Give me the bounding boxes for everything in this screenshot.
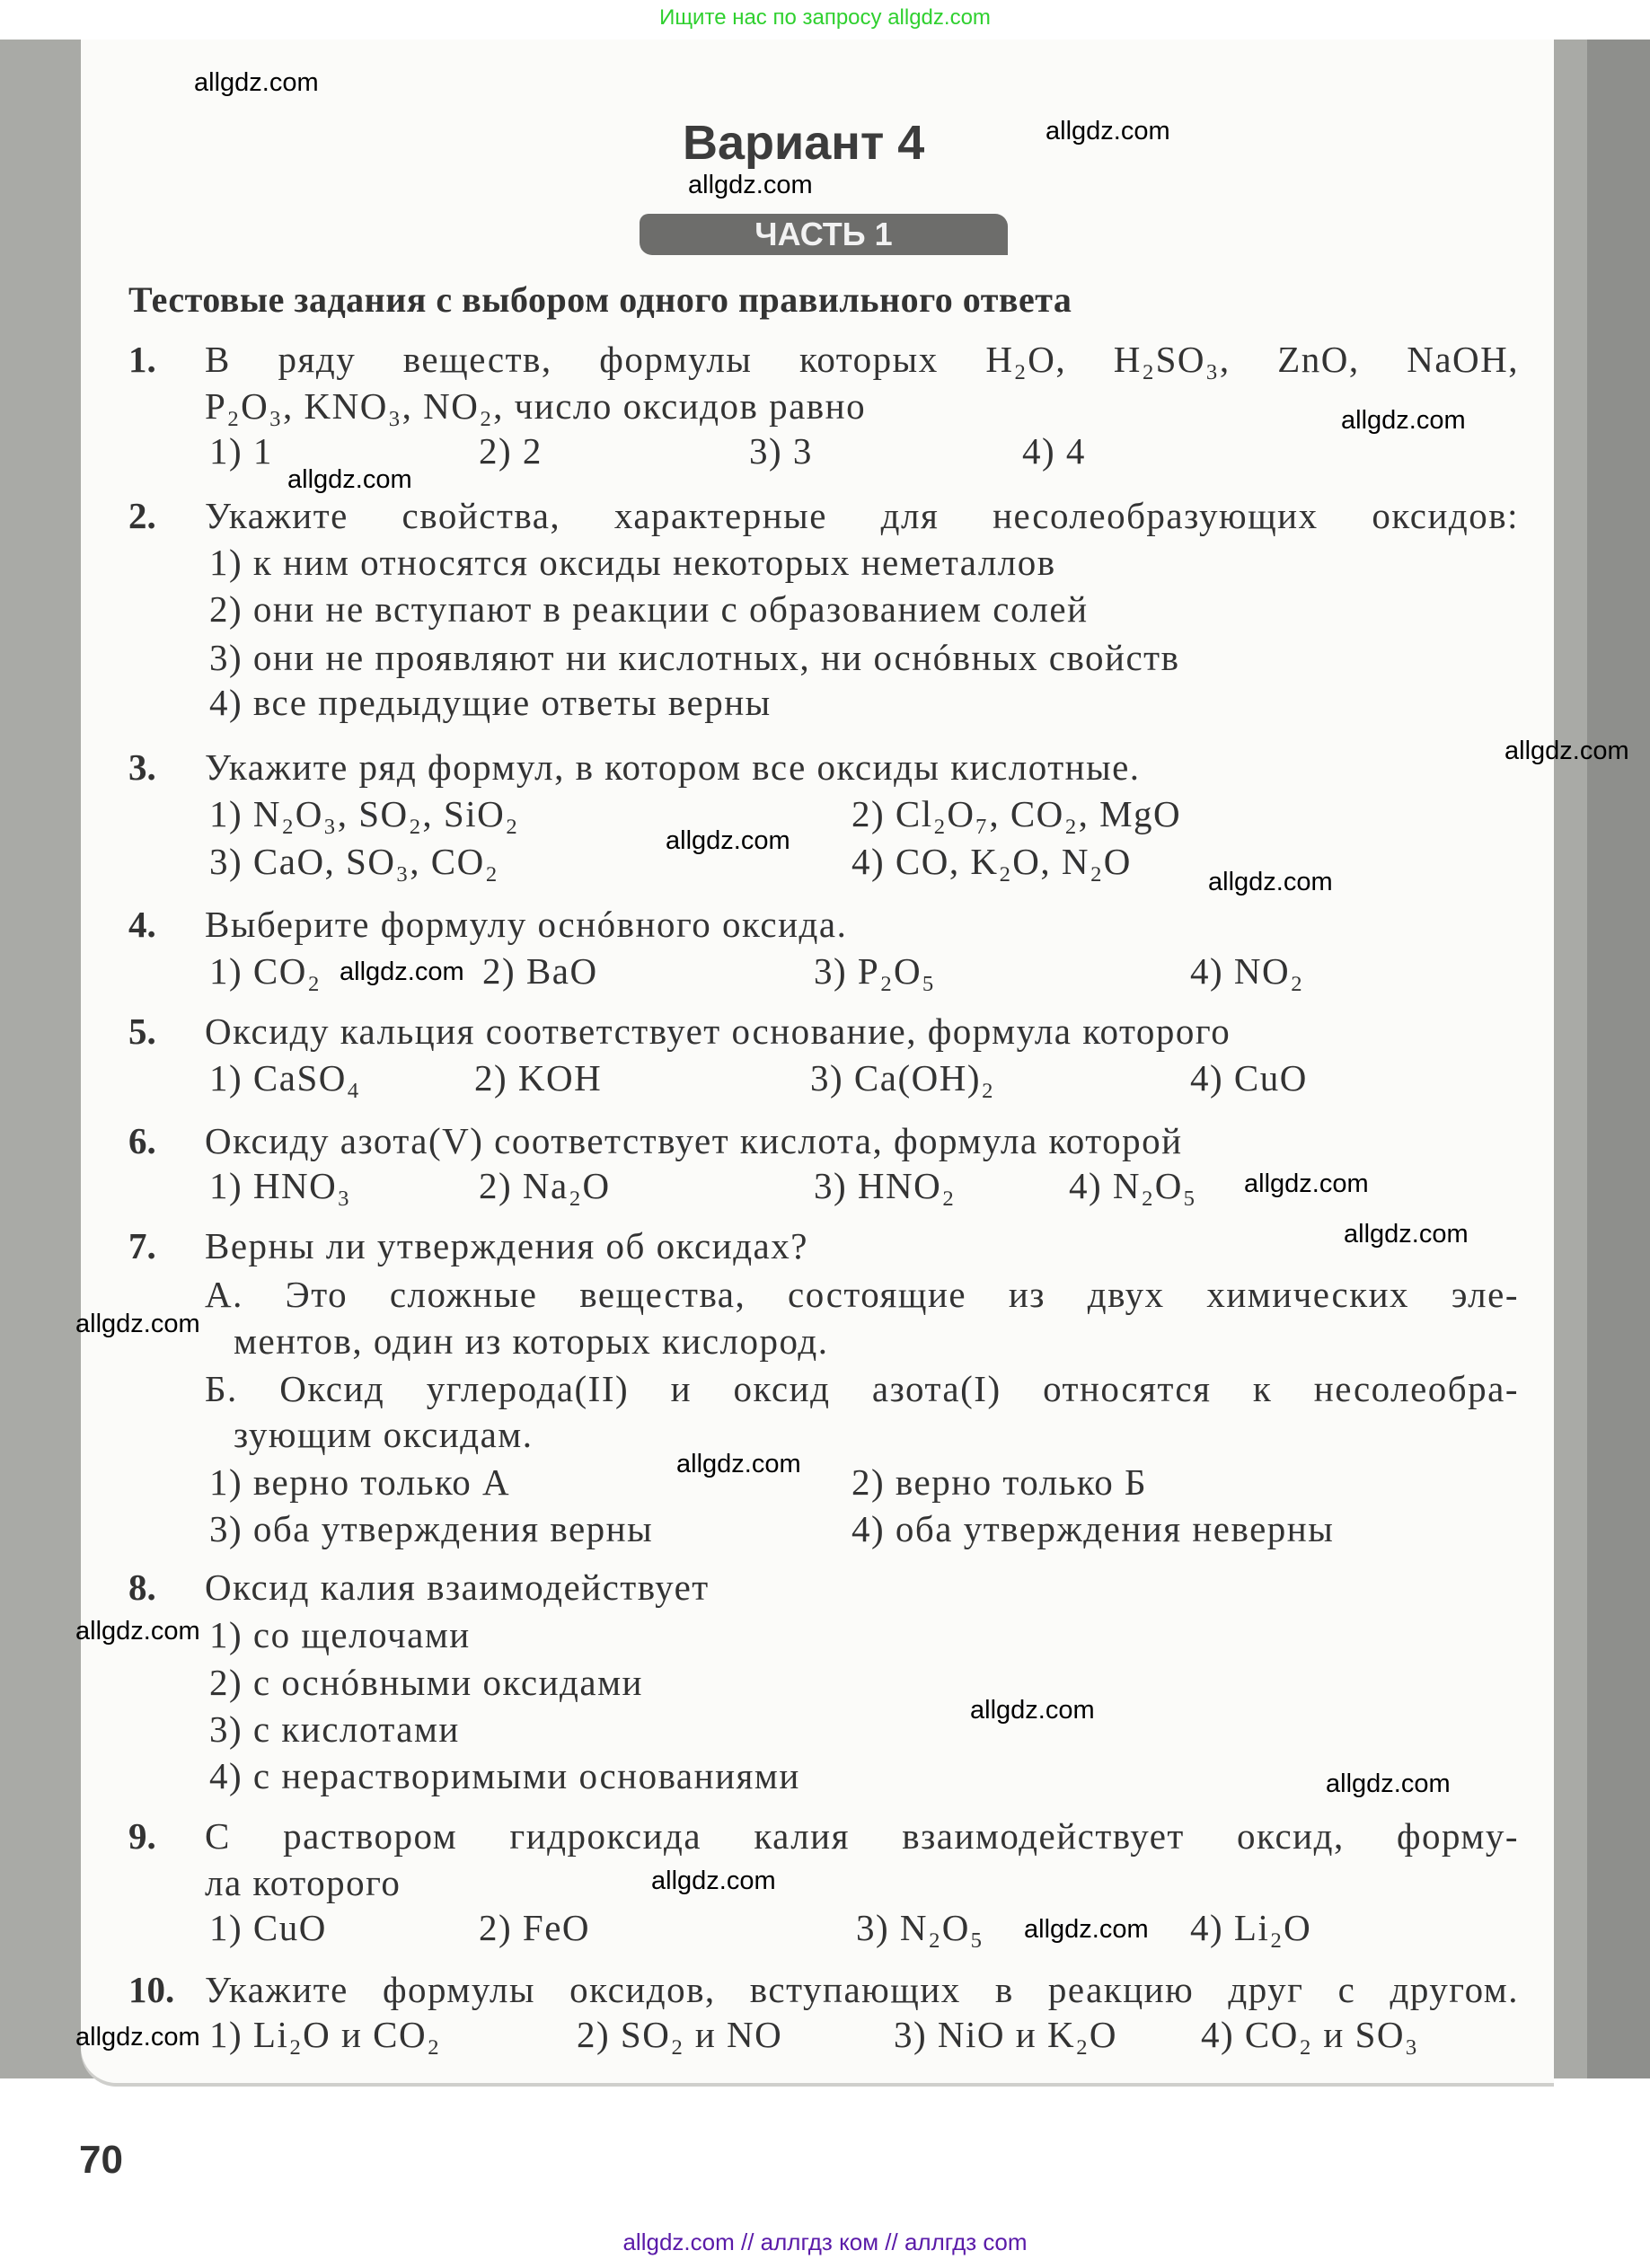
answer-option: 4) NO₂ xyxy=(1190,950,1304,992)
search-banner: Ищите нас по запросу allgdz.com xyxy=(659,5,991,30)
answer-option: 2) с оснóвными оксидами xyxy=(209,1662,643,1703)
watermark: allgdz.com xyxy=(194,68,319,97)
variant-title: Вариант 4 xyxy=(683,116,925,170)
question-number: 7. xyxy=(128,1225,156,1266)
answer-option: 4) CO₂ и SO₃ xyxy=(1201,2014,1419,2055)
answer-option: 3) HNO₂ xyxy=(814,1165,957,1206)
answer-option: 1) HNO₃ xyxy=(209,1165,352,1206)
answer-option: 2) SO₂ и NO xyxy=(577,2014,783,2055)
answer-option: 4) N₂O₅ xyxy=(1069,1165,1197,1206)
answer-option: 2) Cl₂O₇, CO₂, MgO xyxy=(851,793,1182,834)
answer-option: 1) Li₂O и CO₂ xyxy=(209,2014,441,2055)
answer-option: 4) оба утверждения неверны xyxy=(851,1508,1335,1549)
answer-option: 2) FeO xyxy=(479,1907,591,1948)
question-number: 6. xyxy=(128,1120,156,1161)
answer-option: 4) Li₂O xyxy=(1190,1907,1312,1948)
question-text: ла которого xyxy=(205,1862,401,1903)
question-number: 2. xyxy=(128,495,156,536)
page-number: 70 xyxy=(79,2138,123,2182)
answer-option: 3) P₂O₅ xyxy=(814,950,936,992)
question-text: С раствором гидроксида калия взаимодействует оксид, форму- xyxy=(205,1815,1519,1857)
question-text: ментов, один из которых кислород. xyxy=(234,1320,829,1362)
answer-option: 3) оба утверждения верны xyxy=(209,1508,654,1549)
answer-option: 3) NiO и K₂O xyxy=(894,2014,1117,2055)
watermark: allgdz.com xyxy=(75,2023,200,2052)
answer-option: 1) N₂O₃, SO₂, SiO₂ xyxy=(209,793,520,834)
answer-option: 3) Ca(OH)₂ xyxy=(810,1057,995,1099)
answer-option: 3) они не проявляют ни кислотных, ни оснóвных свойств xyxy=(209,637,1180,678)
watermark: allgdz.com xyxy=(651,1866,776,1895)
answer-option: 4) с нерастворимыми основаниями xyxy=(209,1755,800,1796)
answer-option: 2) Na₂O xyxy=(479,1165,611,1206)
answer-option: 1) к ним относятся оксиды некоторых неметаллов xyxy=(209,542,1056,583)
answer-option: 3) 3 xyxy=(749,430,813,472)
question-text: Оксид калия взаимодействует xyxy=(205,1566,710,1608)
watermark: allgdz.com xyxy=(970,1696,1095,1725)
watermark: allgdz.com xyxy=(1208,868,1333,896)
answer-option: 3) CaO, SO₃, CO₂ xyxy=(209,841,499,882)
question-text: P₂O₃, KNO₃, NO₂, число оксидов равно xyxy=(205,385,867,427)
watermark: allgdz.com xyxy=(1341,406,1466,435)
watermark: allgdz.com xyxy=(676,1450,801,1478)
question-text: В ряду веществ, формулы которых H₂O, H₂SO₃, ZnO, NaOH, xyxy=(205,339,1519,380)
answer-option: 3) N₂O₅ xyxy=(856,1907,984,1948)
question-number: 10. xyxy=(128,1969,175,2010)
question-number: 5. xyxy=(128,1010,156,1052)
answer-option: 3) с кислотами xyxy=(209,1708,460,1750)
watermark: allgdz.com xyxy=(1046,117,1170,146)
watermark: allgdz.com xyxy=(340,958,464,986)
question-text: Укажите ряд формул, в котором все оксиды кислотные. xyxy=(205,746,1141,788)
answer-option: 4) 4 xyxy=(1022,430,1086,472)
question-number: 4. xyxy=(128,904,156,945)
watermark: allgdz.com xyxy=(688,171,813,199)
watermark: allgdz.com xyxy=(287,465,412,494)
answer-option: 2) они не вступают в реакции с образованием солей xyxy=(209,588,1089,630)
answer-option: 4) CO, K₂O, N₂O xyxy=(851,841,1132,882)
watermark: allgdz.com xyxy=(1024,1915,1149,1944)
question-text: Выберите формулу оснóвного оксида. xyxy=(205,904,848,945)
part-label: ЧАСТЬ 1 xyxy=(640,214,1008,255)
question-text: Укажите свойства, характерные для несолеобразующих оксидов: xyxy=(205,495,1519,536)
question-text: Верны ли утверждения об оксидах? xyxy=(205,1225,808,1266)
question-number: 3. xyxy=(128,746,156,788)
answer-option: 1) CuO xyxy=(209,1907,327,1948)
question-text: Укажите формулы оксидов, вступающих в реакцию друг с другом. xyxy=(205,1969,1519,2010)
question-number: 1. xyxy=(128,339,156,380)
watermark: allgdz.com xyxy=(1326,1769,1451,1798)
question-text: Оксиду кальция соответствует основание, формула которого xyxy=(205,1010,1231,1052)
watermark: allgdz.com xyxy=(75,1310,200,1338)
answer-option: 4) CuO xyxy=(1190,1057,1308,1099)
answer-option: 1) 1 xyxy=(209,430,273,472)
watermark: allgdz.com xyxy=(666,826,790,855)
question-text: зующим оксидам. xyxy=(234,1414,534,1455)
question-text: Оксиду азота(V) соответствует кислота, формула которой xyxy=(205,1120,1183,1161)
answer-option: 4) все предыдущие ответы верны xyxy=(209,682,772,723)
answer-option: 2) 2 xyxy=(479,430,543,472)
question-number: 9. xyxy=(128,1815,156,1857)
question-number: 8. xyxy=(128,1566,156,1608)
watermark: allgdz.com xyxy=(1244,1169,1369,1198)
question-text: Б. Оксид углерода(II) и оксид азота(I) относятся к несолеобра- xyxy=(205,1368,1519,1409)
answer-option: 1) со щелочами xyxy=(209,1614,471,1655)
next-page-edge xyxy=(1587,40,1650,2078)
watermark: allgdz.com xyxy=(1504,737,1629,765)
answer-option: 1) верно только А xyxy=(209,1461,511,1503)
footer-links: allgdz.com // аллгдз ком // аллгдз com xyxy=(622,2228,1028,2255)
question-text: А. Это сложные вещества, состоящие из двух химических эле- xyxy=(205,1274,1519,1315)
watermark: allgdz.com xyxy=(75,1617,200,1646)
section-heading: Тестовые задания с выбором одного правильного ответа xyxy=(128,279,1072,320)
watermark: allgdz.com xyxy=(1344,1220,1469,1249)
answer-option: 2) KOH xyxy=(474,1057,603,1099)
answer-option: 2) верно только Б xyxy=(851,1461,1148,1503)
answer-option: 1) CaSO₄ xyxy=(209,1057,361,1099)
answer-option: 2) BaO xyxy=(482,950,598,992)
answer-option: 1) CO₂ xyxy=(209,950,322,992)
